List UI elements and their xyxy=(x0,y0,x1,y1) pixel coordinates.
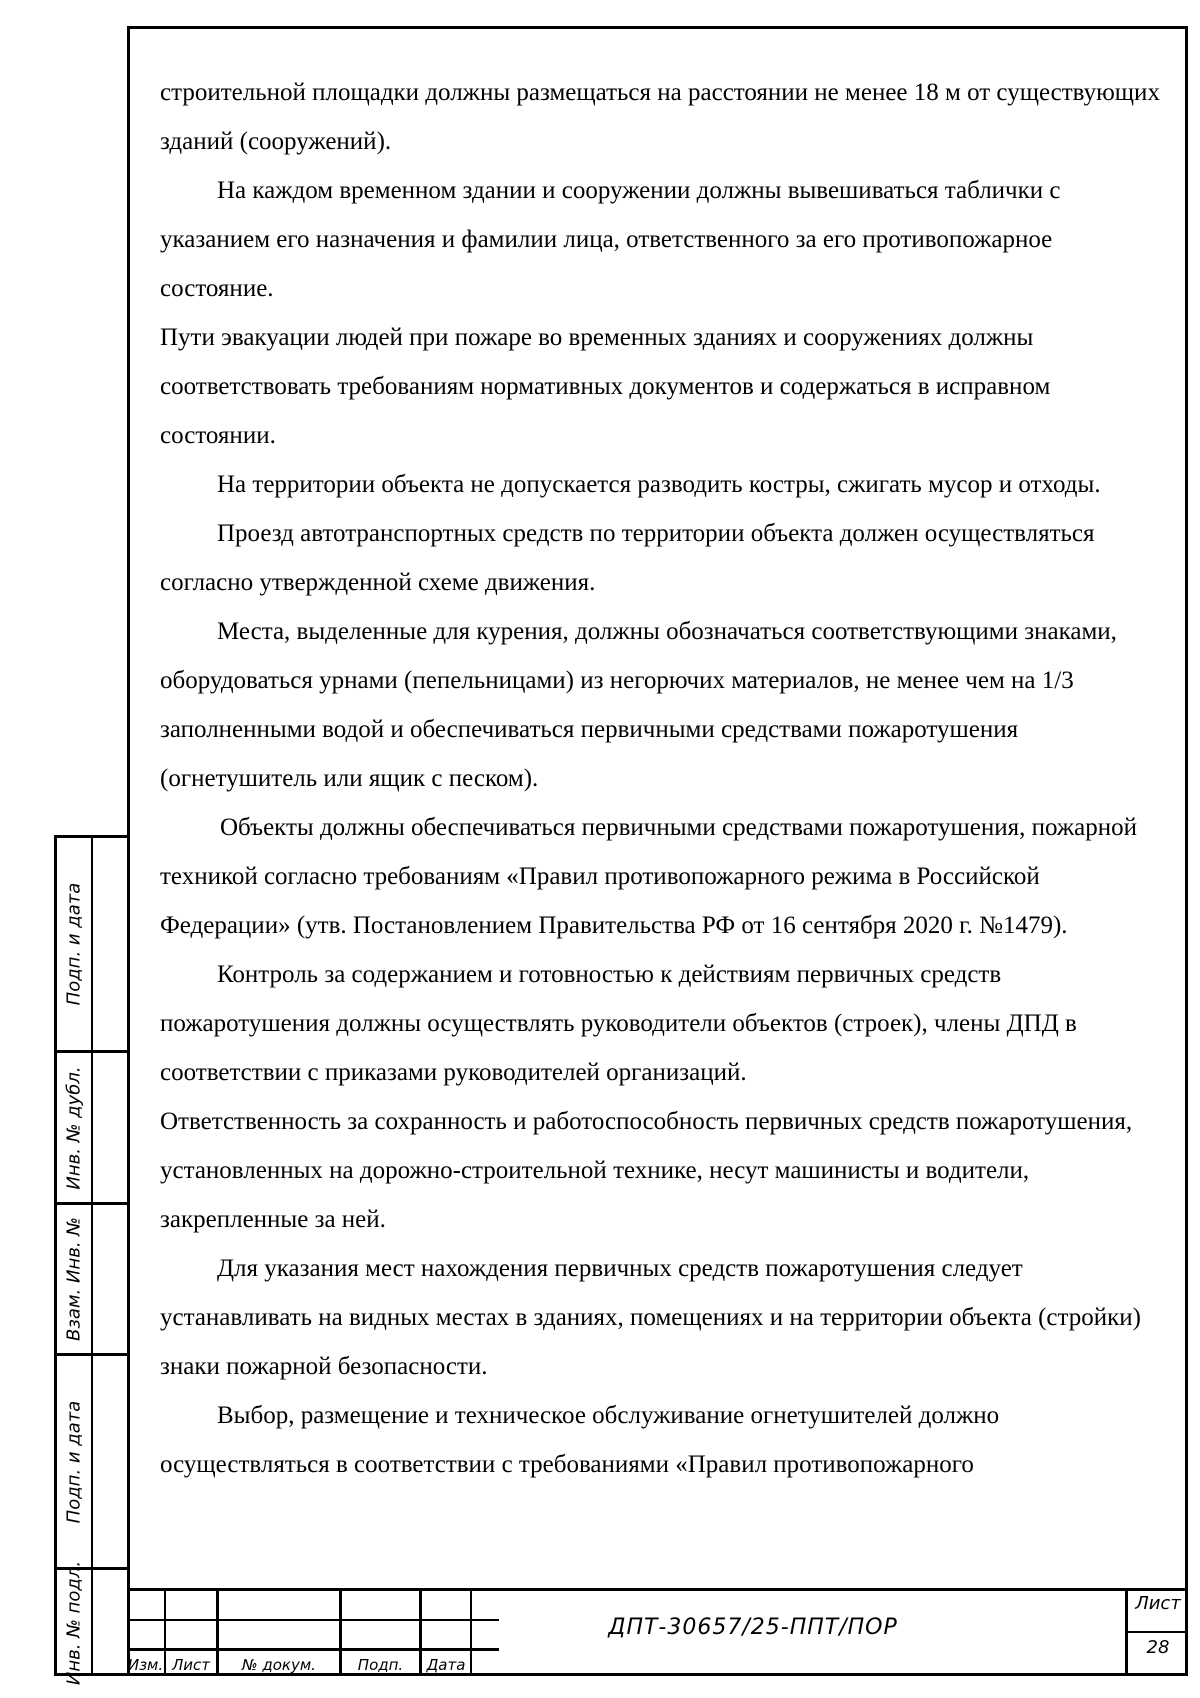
paragraph-10: Для указания мест нахождения первичных средств пожаротушения следует устанавливать на видных местах в зданиях, помещениях и на территории объекта (стройки) знаки пожарной безопасности. xyxy=(160,1255,1141,1380)
paragraph-7: Объекты должны обеспечиваться первичными средствами пожаротушения, пожарной техникой согласно требованиям «Правил противопожарного режима в Российской Федерации» (утв. Постановлением Правительства РФ от 16 сентября 2020 г. №1479). xyxy=(160,814,1137,939)
paragraph-1: строительной площадки должны размещаться на расстоянии не менее 18 м от существующих зданий (сооружений). xyxy=(160,79,1160,155)
document-code: ДПТ-30657/25-ППТ/ПОР xyxy=(608,1615,898,1640)
tb-col-izm: Изм. xyxy=(127,1656,164,1674)
side-label-inv-podl: Инв. № подл. xyxy=(63,1560,85,1686)
side-label-podp-data-2: Подп. и дата xyxy=(63,1400,85,1523)
tb-col-list: Лист xyxy=(171,1656,210,1674)
paragraph-5: Проезд автотранспортных средств по территории объекта должен осуществляться согласно утвержденной схеме движения. xyxy=(160,520,1095,596)
title-block xyxy=(127,1588,1188,1676)
tb-line-sheet xyxy=(1126,1631,1188,1633)
sheet-number: 28 xyxy=(1146,1637,1170,1658)
side-row-podp-data-1 xyxy=(57,838,127,1053)
paragraph-6: Места, выделенные для курения, должны обозначаться соответствующими знаками, оборудоваться урнами (пепельницами) из негорючих материалов, не менее чем на 1/3 заполненными водой и обеспечиваться первичными средствами пожаротушения (огнетушитель или ящик с песком). xyxy=(160,618,1117,792)
side-label-vzam-inv: Взам. Инв. № xyxy=(63,1217,85,1341)
tb-col-data: Дата xyxy=(426,1656,466,1674)
tb-col-docnum: № докум. xyxy=(242,1656,316,1674)
side-row-inv-podl xyxy=(57,1560,127,1686)
paragraph-11: Выбор, размещение и техническое обслуживание огнетушителей должно осуществляться в соответствии с требованиями «Правил противопожарного xyxy=(160,1402,1000,1478)
sheet-label: Лист xyxy=(1135,1593,1181,1614)
paragraph-3: Пути эвакуации людей при пожаре во временных зданиях и сооружениях должны соответствовать требованиям нормативных документов и содержаться в исправном состоянии. xyxy=(160,324,1051,449)
side-row-podp-data-2 xyxy=(57,1356,127,1570)
tb-col-podp: Подп. xyxy=(357,1656,404,1674)
paragraph-9: Ответственность за сохранность и работоспособность первичных средств пожаротушения, установленных на дорожно-строительной технике, несут машинисты и водители, закрепленные за ней. xyxy=(160,1108,1133,1233)
side-label-inv-dubl: Инв. № дубл. xyxy=(63,1065,85,1190)
side-stamp xyxy=(54,835,127,1686)
tb-line-row-2 xyxy=(127,1648,499,1651)
paragraph-8: Контроль за содержанием и готовностью к действиям первичных средств пожаротушения должны осуществлять руководители объектов (строек), члены ДПД в соответствии с приказами руководителей организаций. xyxy=(160,961,1077,1086)
side-row-vzam-inv xyxy=(57,1205,127,1356)
tb-line-row-1 xyxy=(127,1619,499,1621)
paragraph-4: На территории объекта не допускается разводить костры, сжигать мусор и отходы. xyxy=(217,471,1101,498)
document-body xyxy=(160,68,1160,1489)
side-label-podp-data-1: Подп. и дата xyxy=(63,882,85,1006)
side-row-inv-dubl xyxy=(57,1053,127,1205)
paragraph-2: На каждом временном здании и сооружении должны вывешиваться таблички с указанием его назначения и фамилии лица, ответственного за его противопожарное состояние. xyxy=(160,177,1061,302)
